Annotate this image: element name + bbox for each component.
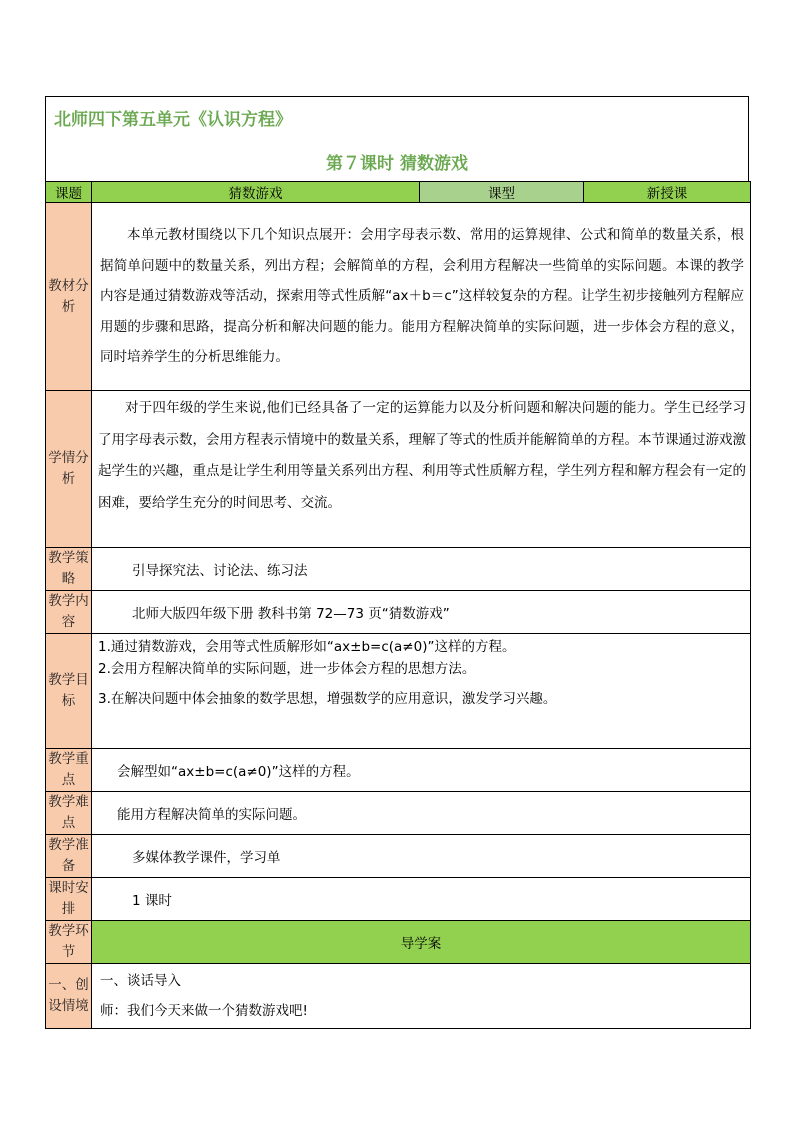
textbook-analysis-text: 本单元教材围绕以下几个知识点展开：会用字母表示数、常用的运算规律、公式和简单的数量关系，根据简单问题中的数量关系，列出方程；会解简单的方程，会利用方程解决一些简单的实际问题。本课的教学内容是通过猜数游戏等活动，探索用等式性质解“ax＋b＝c”这样较复杂的方程。让学生初步接触列方程解应用题的步骤和思路，提高分析和解决问题的能力。能用方程解决简单的实际问题，进一步体会方程的意义，同时培养学生的分析思维能力。 xyxy=(92,203,751,391)
difficulties-row xyxy=(46,792,751,835)
schedule-row xyxy=(46,878,751,921)
step1-label: 一、创设情境 xyxy=(46,964,92,1029)
type-value: 新授课 xyxy=(584,182,751,203)
key-points-row xyxy=(46,749,751,792)
lesson-plan-document xyxy=(45,96,749,1029)
strategy-text: 引导探究法、讨论法、练习法 xyxy=(92,548,751,591)
topic-label: 课题 xyxy=(46,182,92,203)
student-analysis-label: 学情分析 xyxy=(46,391,92,548)
student-analysis-text: 对于四年级的学生来说,他们已经具备了一定的运算能力以及分析问题和解决问题的能力。学生已经学习了用字母表示数，会用方程表示情境中的数量关系，理解了等式的性质并能解简单的方程。本节课通过游戏激起学生的兴趣，重点是让学生利用等量关系列出方程、利用等式性质解方程，学生列方程和解方程会有一定的困难，要给学生充分的时间思考、交流。 xyxy=(92,391,751,548)
student-analysis-row xyxy=(46,391,751,548)
strategy-label: 教学策略 xyxy=(46,548,92,591)
process-header: 导学案 xyxy=(92,921,751,964)
goal-item: 1.通过猜数游戏，会用等式性质解形如“ax±b=c(a≠0)”这样的方程。 xyxy=(98,639,516,655)
textbook-analysis-row xyxy=(46,203,751,391)
difficulties-text: 能用方程解决简单的实际问题。 xyxy=(92,792,751,835)
topic-row xyxy=(46,182,751,203)
schedule-text: 1 课时 xyxy=(92,878,751,921)
step1-content xyxy=(92,964,751,1029)
content-row xyxy=(46,591,751,634)
process-row xyxy=(46,921,751,964)
title-block xyxy=(45,96,749,181)
preparation-label: 教学准备 xyxy=(46,835,92,878)
strategy-row xyxy=(46,548,751,591)
unit-title: 北师四下第五单元《认识方程》 xyxy=(54,110,292,130)
lesson-title: 第７课时 猜数游戏 xyxy=(326,154,468,174)
goals-label: 教学目标 xyxy=(46,634,92,749)
content-text: 北师大版四年级下册 教科书第 72—73 页“猜数游戏” xyxy=(92,591,751,634)
textbook-analysis-label: 教材分析 xyxy=(46,203,92,391)
topic-value: 猜数游戏 xyxy=(92,182,420,203)
goal-item: 3.在解决问题中体会抽象的数学思想，增强数学的应用意识，激发学习兴趣。 xyxy=(98,691,557,707)
goals-row xyxy=(46,634,751,749)
preparation-row xyxy=(46,835,751,878)
step1-line: 一、谈话导入 xyxy=(100,973,181,989)
goal-item: 2.会用方程解决简单的实际问题，进一步体会方程的思想方法。 xyxy=(98,661,476,677)
preparation-text: 多媒体教学课件，学习单 xyxy=(92,835,751,878)
type-label: 课型 xyxy=(420,182,584,203)
schedule-label: 课时安排 xyxy=(46,878,92,921)
lesson-table xyxy=(45,181,751,1029)
goals-list xyxy=(92,634,751,749)
content-label: 教学内容 xyxy=(46,591,92,634)
process-label: 教学环节 xyxy=(46,921,92,964)
step1-row xyxy=(46,964,751,1029)
difficulties-label: 教学难点 xyxy=(46,792,92,835)
key-points-label: 教学重点 xyxy=(46,749,92,792)
step1-line: 师：我们今天来做一个猜数游戏吧! xyxy=(100,1003,308,1019)
key-points-text: 会解型如“ax±b=c(a≠0)”这样的方程。 xyxy=(92,749,751,792)
